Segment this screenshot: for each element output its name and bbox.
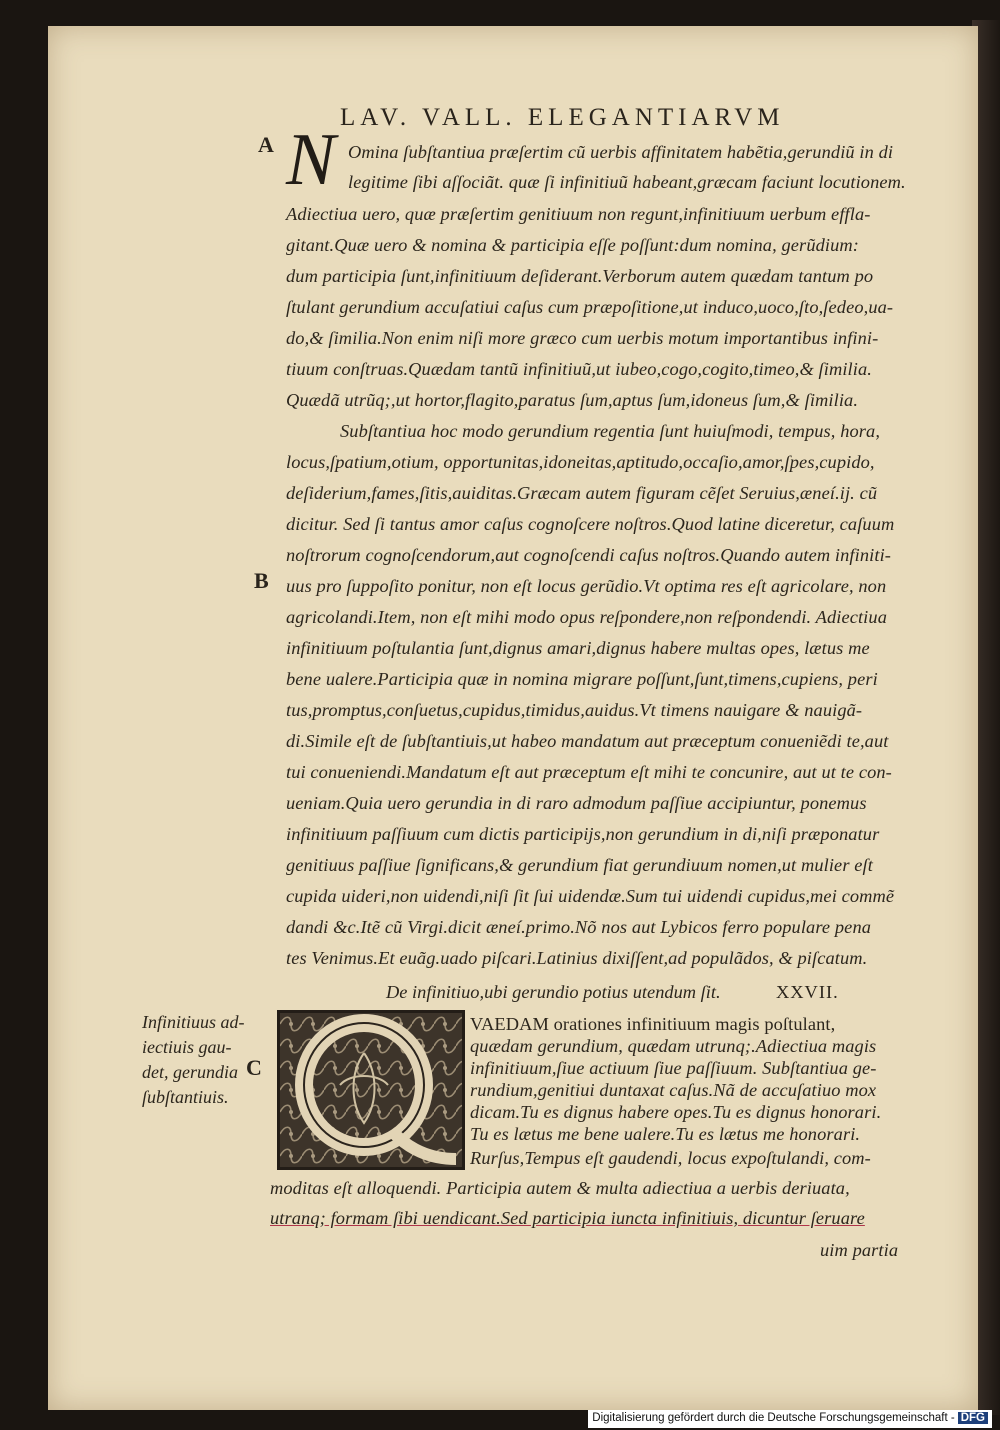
body-line: Omina ſubſtantiua præſertim cũ uerbis affinitatem habẽtia,gerundiũ in di [348, 142, 894, 162]
body-line: ueniam.Quia uero gerundia in di raro admodum paſſiue accipiuntur, ponemus [286, 793, 867, 813]
body-line: quædam gerundium, quædam utrunq;.Adiectiua magis [470, 1036, 877, 1056]
margin-marker-c: C [246, 1055, 262, 1080]
body-line: locus,ſpatium,otium, opportunitas,idoneitas,aptitudo,occaſio,amor,ſpes,cupido, [286, 452, 875, 472]
chapter-heading [386, 982, 906, 1003]
body-line: tus,promptus,conſuetus,cupidus,timidus,auidus.Vt timens nauigare & nauigã- [286, 700, 863, 720]
ornamental-dropcap-q [277, 1010, 465, 1170]
body-line: bene ualere.Participia quæ in nomina migrare poſſunt,ſunt,timens,cupiens, peri [286, 669, 878, 689]
body-line: di.Simile eſt de ſubſtantiuis,ut habeo mandatum aut præceptum conueniẽdi te,aut [286, 731, 889, 751]
body-line: deſiderium,fames,ſitis,auiditas.Græcam autem figuram cẽſet Seruius,æneí.ij. cũ [286, 483, 878, 503]
chapter-title: De infinitiuo,ubi gerundio potius utendum ſit. [386, 982, 721, 1002]
body-line: Adiectiua uero, quæ præſertim genitiuum non regunt,infinitiuum uerbum effla- [286, 204, 871, 224]
body-line: Tu es lætus me bene ualere.Tu es lætus me honorari. [470, 1124, 861, 1144]
body-line: agricolandi.Item, non eſt mihi modo opus reſpondere,non reſpondendi. Adiectiua [286, 607, 887, 627]
body-line: moditas eſt alloquendi. Participia autem & multa adiectiua a uerbis deriuata, [270, 1178, 850, 1198]
dfg-logo: DFG [958, 1412, 988, 1424]
dropcap-n: N [286, 119, 336, 201]
body-line: tui conueniendi.Mandatum eſt aut præceptum eſt mihi te concunire, aut ut te con- [286, 762, 892, 782]
chapter-number: XXVII. [776, 982, 839, 1002]
body-line-underlined: utranq; formam ſibi uendicant.Sed participia iuncta infinitiuis, dicuntur ſeruare [270, 1208, 865, 1228]
body-line: gitant.Quæ uero & nomina & participia eſſe poſſunt:dum nomina, gerũdium: [286, 235, 860, 255]
margin-note-line: det, gerundia [142, 1062, 238, 1082]
body-line: ſtulant gerundium accuſatiui caſus cum præpoſitione,ut induco,uoco,ſto,ſedeo,ua- [286, 297, 894, 317]
body-line: do,& ſimilia.Non enim niſi more græco cum uerbis motum importantibus infini- [286, 328, 879, 348]
body-line: infinitiuum poſtulantia ſunt,dignus amari,dignus habere multas opes, lætus me [286, 638, 870, 658]
credit-text: Digitalisierung gefördert durch die Deutsche Forschungsgemeinschaft - [592, 1412, 955, 1424]
body-line: noſtrorum cognoſcendorum,aut cognoſcendi caſus noſtros.Quando autem infiniti- [286, 545, 891, 565]
body-line: tiuum conſtruas.Quædam tantũ infinitiuũ,ut iubeo,cogo,cogito,timeo,& ſimilia. [286, 359, 872, 379]
digitization-credit [588, 1410, 992, 1428]
body-line: rundium,genitiui duntaxat caſus.Nã de accuſatiuo mox [470, 1080, 877, 1100]
body-line: Quædã utrũq;,ut hortor,flagito,paratus ſum,aptus ſum,idoneus ſum,& ſimilia. [286, 390, 859, 410]
margin-note-line: Infinitiuus ad- [142, 1012, 245, 1032]
catchword: uim partia [820, 1240, 899, 1260]
margin-note [142, 1010, 272, 1110]
body-line: dum participia ſunt,infinitiuum deſiderant.Verborum autem quædam tantum po [286, 266, 874, 286]
margin-marker-a: A [258, 132, 274, 157]
margin-marker-b: B [254, 568, 269, 593]
body-line: dandi &c.Itẽ cũ Virgi.dicit æneí.primo.Nõ nos aut Lybicos ferro populare pena [286, 917, 872, 937]
body-line: dicam.Tu es dignus habere opes.Tu es dignus honorari. [470, 1102, 882, 1122]
body-line: legitime ſibi aſſociãt. quæ ſi infinitiuũ habeant,græcam faciunt locutionem. [348, 172, 906, 192]
body-line: infinitiuum paſſiuum cum dictis participijs,non gerundium in di,niſi præponatur [286, 824, 880, 844]
body-line: infinitiuum,ſiue actiuum ſiue paſſiuum. Subſtantiua ge- [470, 1058, 877, 1078]
ornament-q-icon [280, 1013, 462, 1167]
body-line: VAEDAM orationes infinitiuum magis poſtulant, [470, 1014, 836, 1034]
margin-note-line: ſubſtantiuis. [142, 1087, 229, 1107]
body-line: genitiuus paſſiue ſignificans,& gerundium fiat gerundiuum nomen,ut mulier eſt [286, 855, 873, 875]
body-line: Rurſus,Tempus eſt gaudendi, locus expoſtulandi, com- [470, 1148, 871, 1168]
body-line: uus pro ſuppoſito ponitur, non eſt locus gerũdio.Vt optima res eſt agricolare, non [286, 576, 887, 596]
body-line: cupida uideri,non uidendi,niſi ſit ſui uidendæ.Sum tui uidendi cupidus,mei commẽ [286, 886, 895, 906]
body-line: dicitur. Sed ſi tantus amor caſus cognoſcere noſtros.Quod latine diceretur, caſuum [286, 514, 895, 534]
running-title: LAV. VALL. ELEGANTIARVM [340, 104, 785, 131]
margin-note-line: iectiuis gau- [142, 1037, 232, 1057]
body-line: Subſtantiua hoc modo gerundium regentia ſunt huiuſmodi, tempus, hora, [340, 421, 881, 441]
body-line: tes Venimus.Et euãg.uado piſcari.Latinius dixiſſent,ad populãdos, & piſcatum. [286, 948, 868, 968]
